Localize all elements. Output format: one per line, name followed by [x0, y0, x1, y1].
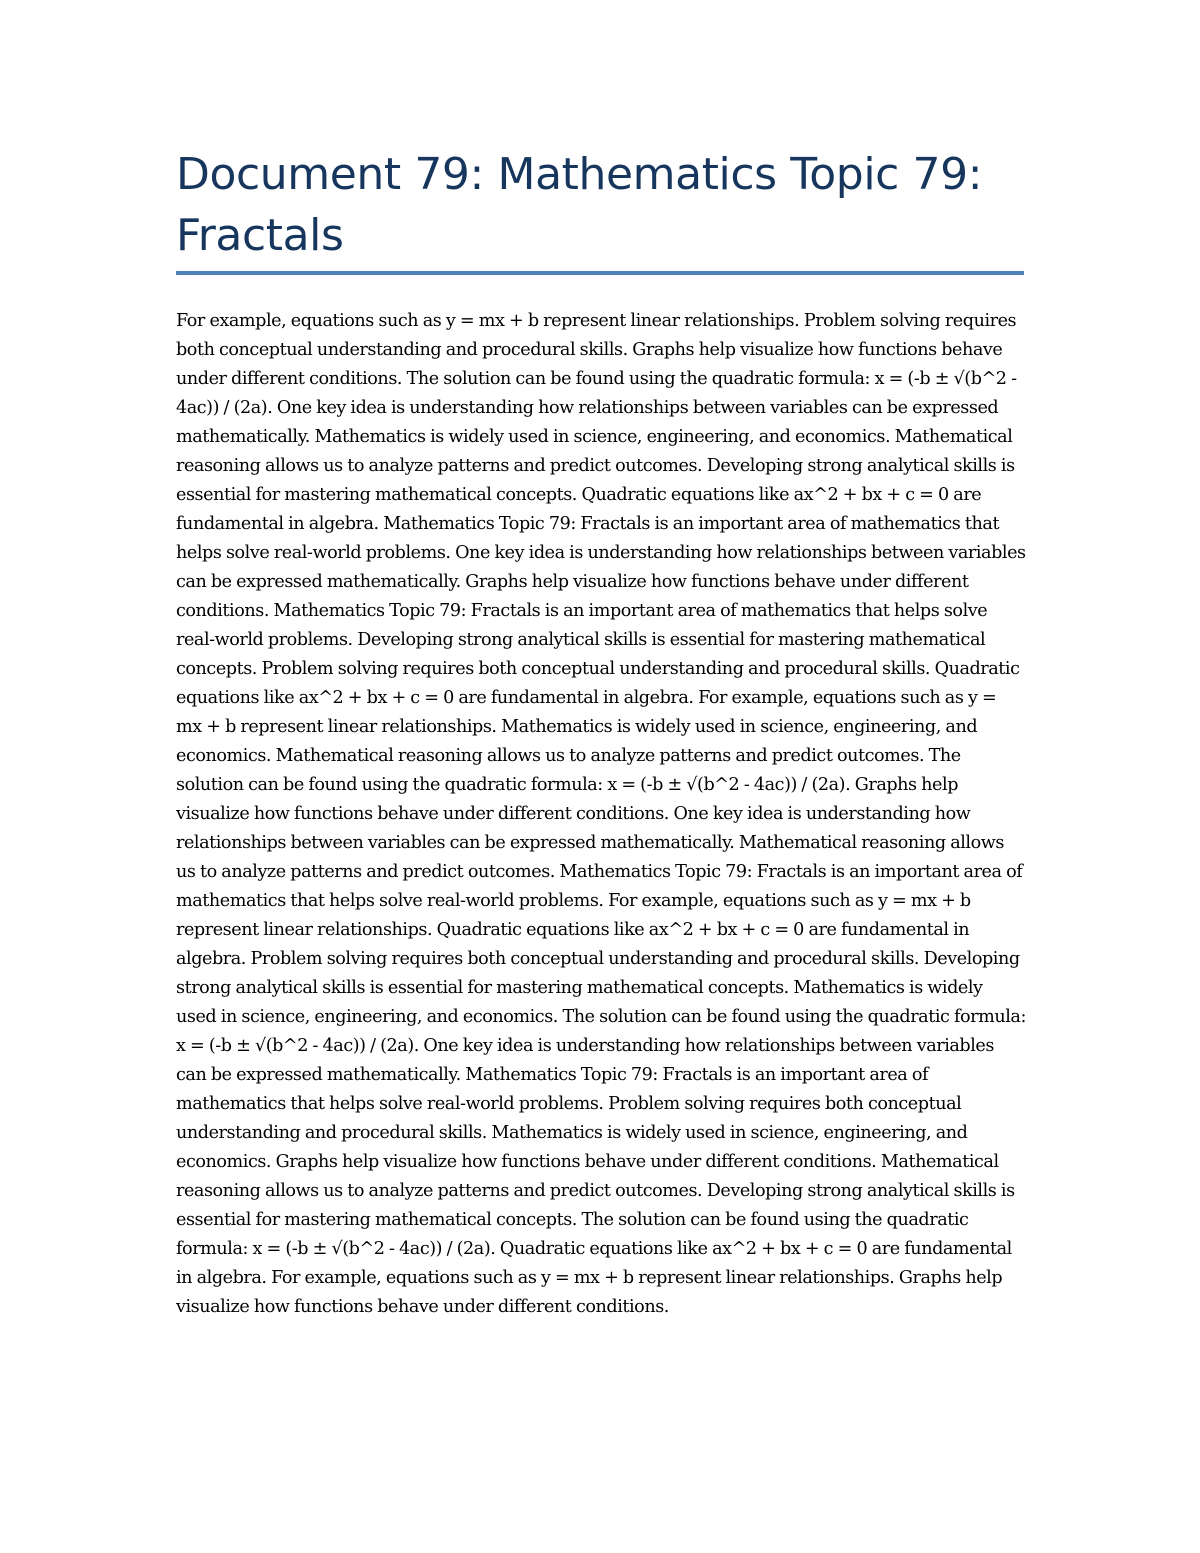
document-title: Document 79: Mathematics Topic 79: Fractals — [176, 149, 983, 261]
title-underline-rule — [176, 271, 1024, 275]
body-paragraph: For example, equations such as y = mx + b represent linear relationships. Problem solving requires both conceptual understanding and procedural skills. Graphs help visualize how functions behave under different conditions. The solution can be found using the quadratic formula: x = (-b ± √(b^2 - 4ac)) / (2a). One key idea is understanding how relationships between variables can be expressed mathematically. Mathematics is widely used in science, engineering, and economics. Mathematical reasoning allows us to analyze patterns and predict outcomes. Developing strong analytical skills is essential for mastering mathematical concepts. Quadratic equations like ax^2 + bx + c = 0 are fundamental in algebra. Mathematics Topic 79: Fractals is an important area of mathematics that helps solve real-world problems. One key idea is understanding how relationships between variables can be expressed mathematically. Graphs help visualize how functions behave under different conditions. Mathematics Topic 79: Fractals is an important area of mathematics that helps solve real-world problems. Developing strong analytical skills is essential for mastering mathematical concepts. Problem solving requires both conceptual understanding and procedural skills. Quadratic equations like ax^2 + bx + c = 0 are fundamental in algebra. For example, equations such as y = mx + b represent linear relationships. Mathematics is widely used in science, engineering, and economics. Mathematical reasoning allows us to analyze patterns and predict outcomes. The solution can be found using the quadratic formula: x = (-b ± √(b^2 - 4ac)) / (2a). Graphs help visualize how functions behave under different conditions. One key idea is understanding how relationships between variables can be expressed mathematically. Mathematical reasoning allows us to analyze patterns and predict outcomes. Mathematics Topic 79: Fractals is an important area of mathematics that helps solve real-world problems. For example, equations such as y = mx + b represent linear relationships. Quadratic equations like ax^2 + bx + c = 0 are fundamental in algebra. Problem solving requires both conceptual understanding and procedural skills. Developing strong analytical skills is essential for mastering mathematical concepts. Mathematics is widely used in science, engineering, and economics. The solution can be found using the quadratic formula: x = (-b ± √(b^2 - 4ac)) / (2a). One key idea is understanding how relationships between variables can be expressed mathematically. Mathematics Topic 79: Fractals is an important area of mathematics that helps solve real-world problems. Problem solving requires both conceptual understanding and procedural skills. Mathematics is widely used in science, engineering, and economics. Graphs help visualize how functions behave under different conditions. Mathematical reasoning allows us to analyze patterns and predict outcomes. Developing strong analytical skills is essential for mastering mathematical concepts. The solution can be found using the quadratic formula: x = (-b ± √(b^2 - 4ac)) / (2a). Quadratic equations like ax^2 + bx + c = 0 are fundamental in algebra. For example, equations such as y = mx + b represent linear relationships. Graphs help visualize how functions behave under different conditions. — [176, 311, 1026, 1317]
